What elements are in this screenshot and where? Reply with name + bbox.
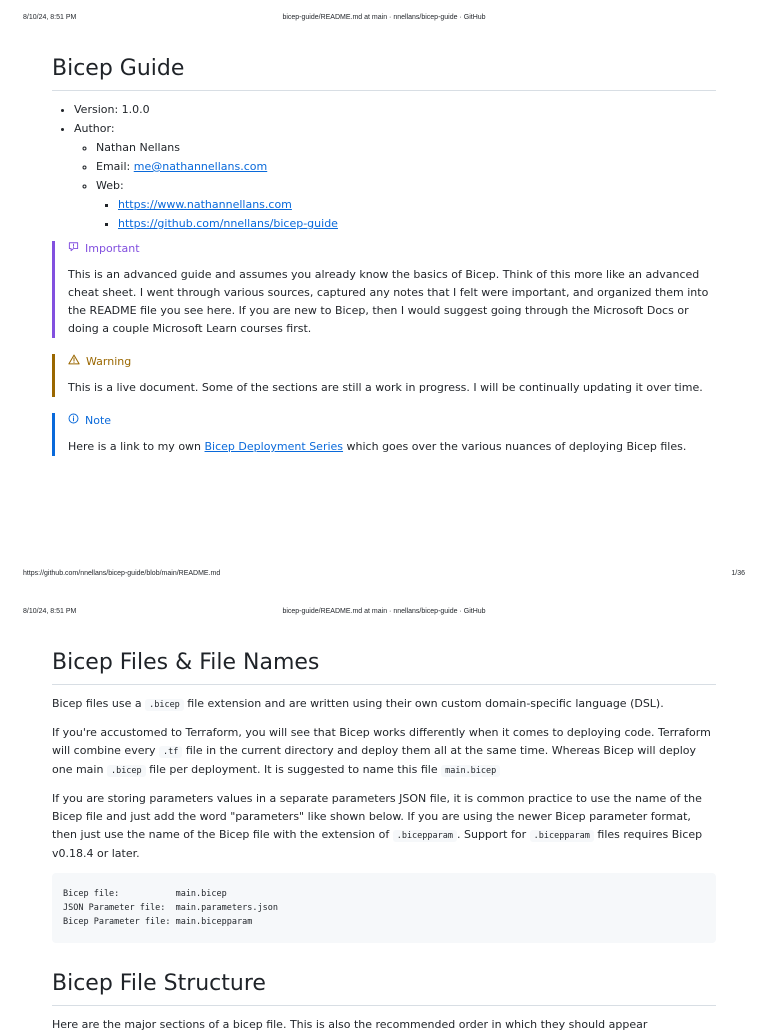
inline-code: .bicep bbox=[107, 765, 146, 777]
warning-text: This is a live document. Some of the sections are still a work in progress. I will be continually updating it over time. bbox=[68, 381, 703, 394]
web-sublist bbox=[96, 195, 716, 233]
page2-content bbox=[52, 648, 716, 1034]
print-title: bicep-guide/README.md at main · nnellans/bicep-guide · GitHub bbox=[282, 14, 486, 21]
paragraph: Here are the major sections of a bicep file. This is also the recommended order in which they should appear bbox=[52, 1018, 648, 1031]
info-icon bbox=[68, 413, 79, 428]
paragraph: Bicep files use a .bicep file extension and are written using their own custom domain-specific language (DSL). bbox=[52, 697, 664, 710]
speech-bubble-icon bbox=[68, 241, 79, 256]
warning-triangle-icon bbox=[68, 354, 80, 369]
section-heading-structure: Bicep File Structure bbox=[52, 969, 716, 1006]
important-text: This is an advanced guide and assumes you already know the basics of Bicep. Think of this more like an advanced cheat sheet. I went through various sources, captured any notes that I felt were important, and organized them into the README file you see here. If you are new to Bicep, then I would suggest going through the Microsoft Docs or doing a couple Microsoft Learn courses first. bbox=[68, 268, 709, 335]
print-title: bicep-guide/README.md at main · nnellans/bicep-guide · GitHub bbox=[282, 608, 486, 615]
page1-content bbox=[52, 54, 716, 456]
author-item bbox=[74, 119, 716, 233]
warning-title-text: Warning bbox=[86, 354, 132, 368]
important-callout bbox=[52, 241, 716, 338]
important-title-text: Important bbox=[85, 241, 140, 255]
paragraph: If you're accustomed to Terraform, you will see that Bicep works differently when it comes to deploying code. Terraform will combine every .tf file in the current directory and deploy them all at the same time. Whereas Bicep will deploy one main .bicep file per deployment. It is suggested to name this file main.bicep bbox=[52, 726, 711, 776]
author-name: ◦ Nathan Nellans bbox=[96, 138, 716, 157]
print-url: https://github.com/nnellans/bicep-guide/blob/main/README.md bbox=[23, 570, 221, 577]
note-text-before: Here is a link to my own bbox=[68, 440, 205, 453]
github-repo-link[interactable]: https://github.com/nnellans/bicep-guide bbox=[118, 217, 338, 230]
email-link[interactable]: me@nathannellans.com bbox=[133, 160, 268, 173]
note-title-text: Note bbox=[85, 413, 112, 427]
note-text-after: which goes over the various nuances of deploying Bicep files. bbox=[343, 440, 687, 453]
print-datetime: 8/10/24, 8:51 PM bbox=[23, 608, 77, 615]
web-link-item bbox=[118, 214, 716, 233]
note-text bbox=[68, 438, 716, 456]
inline-code: main.bicep bbox=[441, 765, 500, 777]
paragraph: If you are storing parameters values in a separate parameters JSON file, it is common practice to use the name of the Bicep file and just add the word "parameters" like shown below. If you are using the newer Bicep parameter format, then just use the name of the Bicep file with the extension of .bicepparam . Support for .bicepparam files requires Bicep v0.18.4 or later. bbox=[52, 792, 703, 860]
print-datetime: 8/10/24, 8:51 PM bbox=[23, 14, 77, 21]
email-item bbox=[96, 157, 716, 176]
inline-code: .bicep bbox=[145, 699, 184, 711]
section-heading-files: Bicep Files & File Names bbox=[52, 648, 716, 685]
meta-list bbox=[52, 100, 716, 233]
important-title bbox=[68, 241, 716, 256]
note-callout bbox=[52, 413, 716, 456]
bicep-deployment-series-link[interactable]: Bicep Deployment Series bbox=[204, 440, 344, 453]
inline-code: .bicepparam bbox=[393, 830, 457, 842]
page-title: Bicep Guide bbox=[52, 54, 716, 91]
code-block: Bicep file: main.bicep JSON Parameter file: main.parameters.json Bicep Parameter file: main.bicepparam bbox=[52, 873, 716, 943]
inline-code: .tf bbox=[159, 746, 182, 758]
web-label: Web: bbox=[96, 179, 124, 192]
inline-code: .bicepparam bbox=[530, 830, 594, 842]
web-item bbox=[96, 176, 716, 233]
author-sublist bbox=[74, 138, 716, 233]
print-page-number: 1/36 bbox=[731, 570, 745, 577]
email-label: Email: bbox=[96, 160, 134, 173]
web-link-item bbox=[118, 195, 716, 214]
version-item: • Version: 1.0.0 bbox=[74, 100, 716, 119]
warning-callout bbox=[52, 354, 716, 397]
warning-title bbox=[68, 354, 716, 369]
website-link[interactable]: https://www.nathannellans.com bbox=[118, 198, 292, 211]
author-label: Author: bbox=[74, 122, 115, 135]
note-title bbox=[68, 413, 716, 428]
